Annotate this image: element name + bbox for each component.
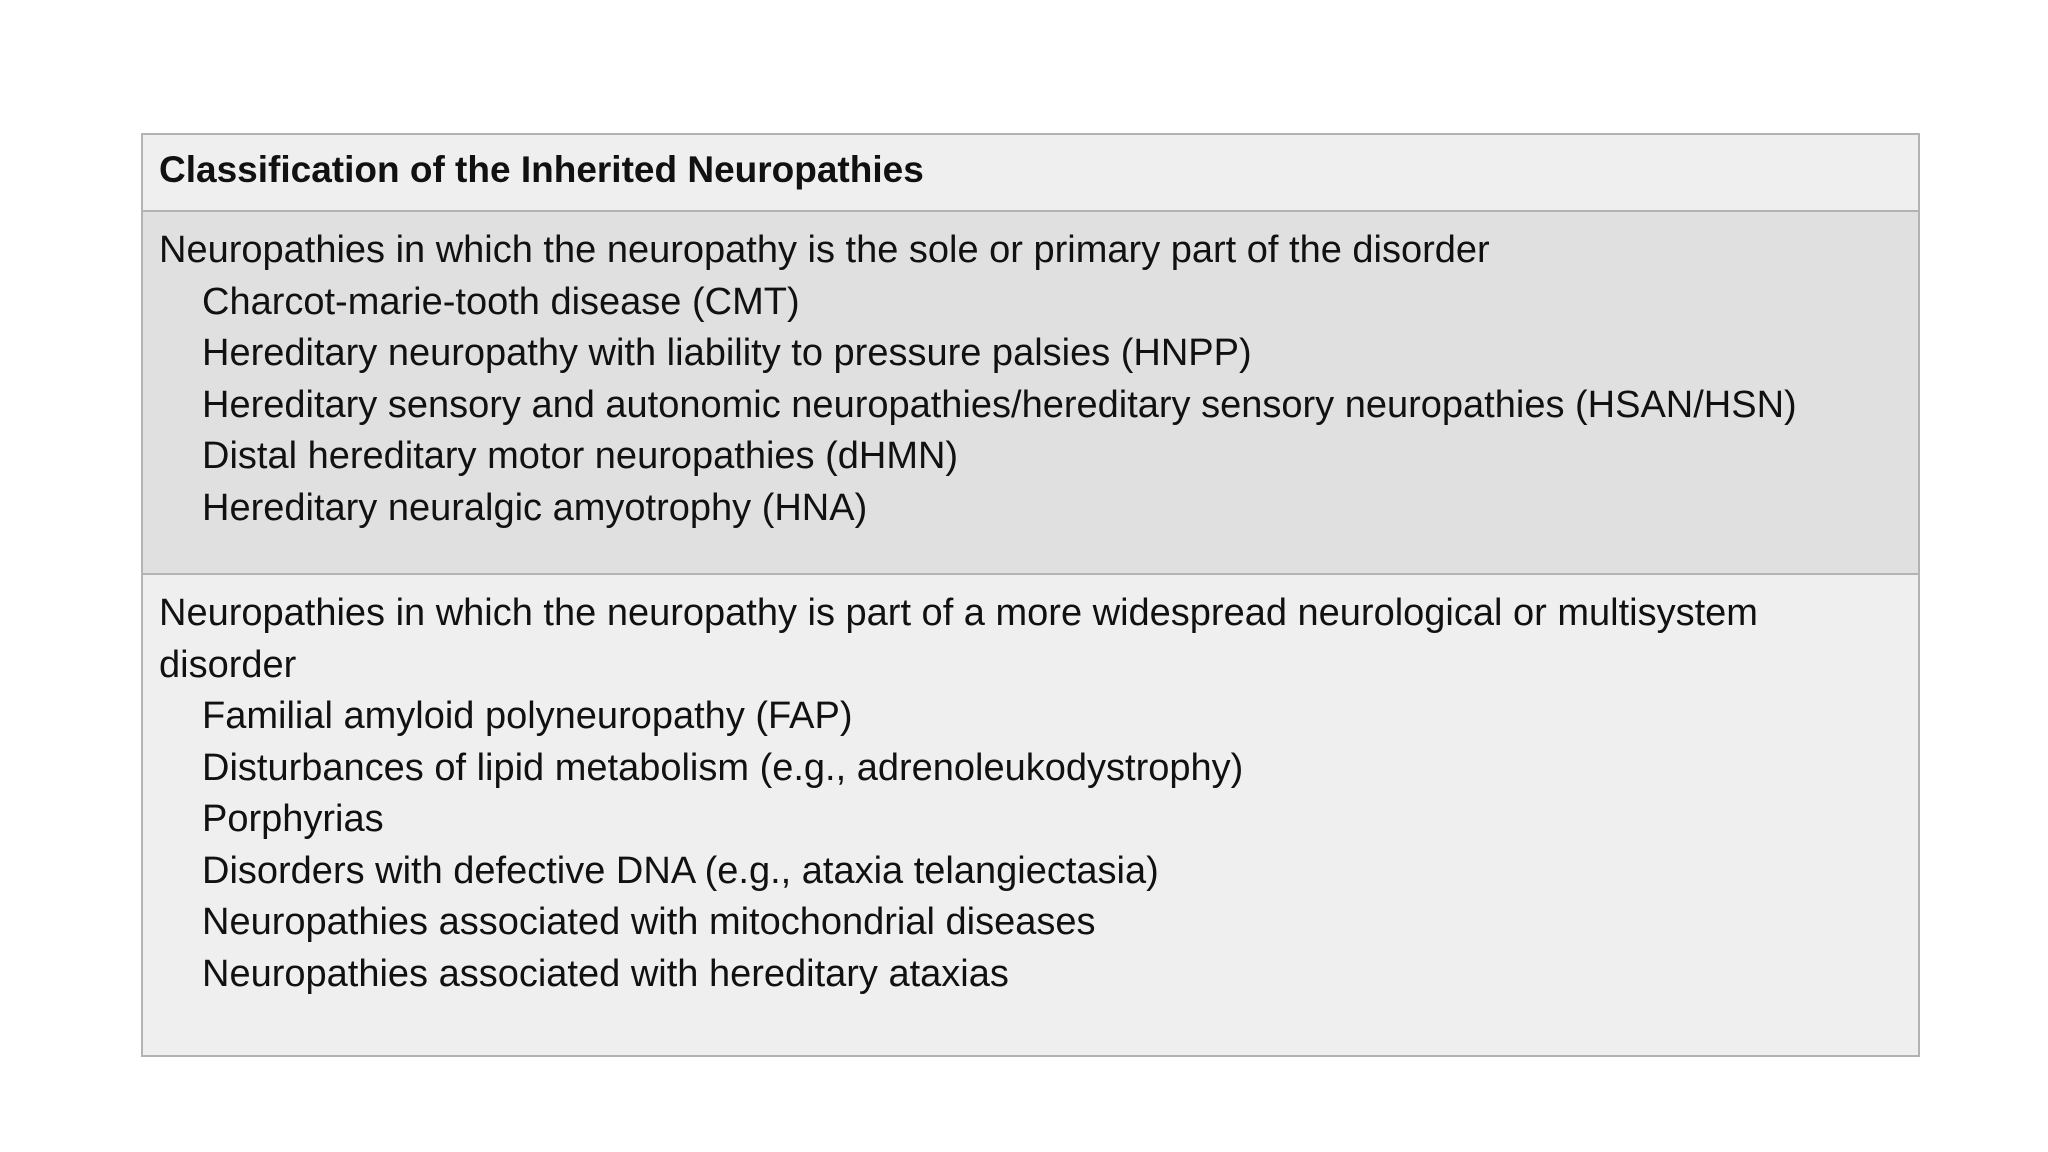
list-item: Hereditary neuropathy with liability to pressure palsies (HNPP) (202, 332, 1252, 374)
list-item: Disturbances of lipid metabolism (e.g., adrenoleukodystrophy) (202, 746, 1244, 789)
list-item: Hereditary sensory and autonomic neuropathies/hereditary sensory neuropathies (HSAN/HSN) (202, 383, 1797, 426)
list-item: Neuropathies associated with mitochondrial diseases (202, 901, 1096, 943)
section-heading: Neuropathies in which the neuropathy is part of a more widespread neurological or multisystem disorder (159, 592, 1758, 686)
section-multisystem-neuropathies (143, 575, 1918, 1055)
table-title: Classification of the Inherited Neuropathies (143, 135, 1918, 212)
list-item: Familial amyloid polyneuropathy (FAP) (202, 695, 853, 737)
list-item: Distal hereditary motor neuropathies (dHMN) (202, 435, 959, 477)
section-heading: Neuropathies in which the neuropathy is the sole or primary part of the disorder (159, 229, 1490, 271)
item-list (159, 277, 1902, 535)
section-primary-neuropathies (143, 212, 1918, 575)
classification-table (141, 133, 1920, 1057)
list-item: Porphyrias (202, 798, 384, 840)
list-item: Hereditary neuralgic amyotrophy (HNA) (202, 486, 868, 529)
list-item: Neuropathies associated with hereditary ataxias (202, 952, 1009, 995)
list-item: Charcot-marie-tooth disease (CMT) (202, 280, 800, 323)
list-item: Disorders with defective DNA (e.g., ataxia telangiectasia) (202, 849, 1159, 892)
item-list (159, 691, 1902, 1000)
